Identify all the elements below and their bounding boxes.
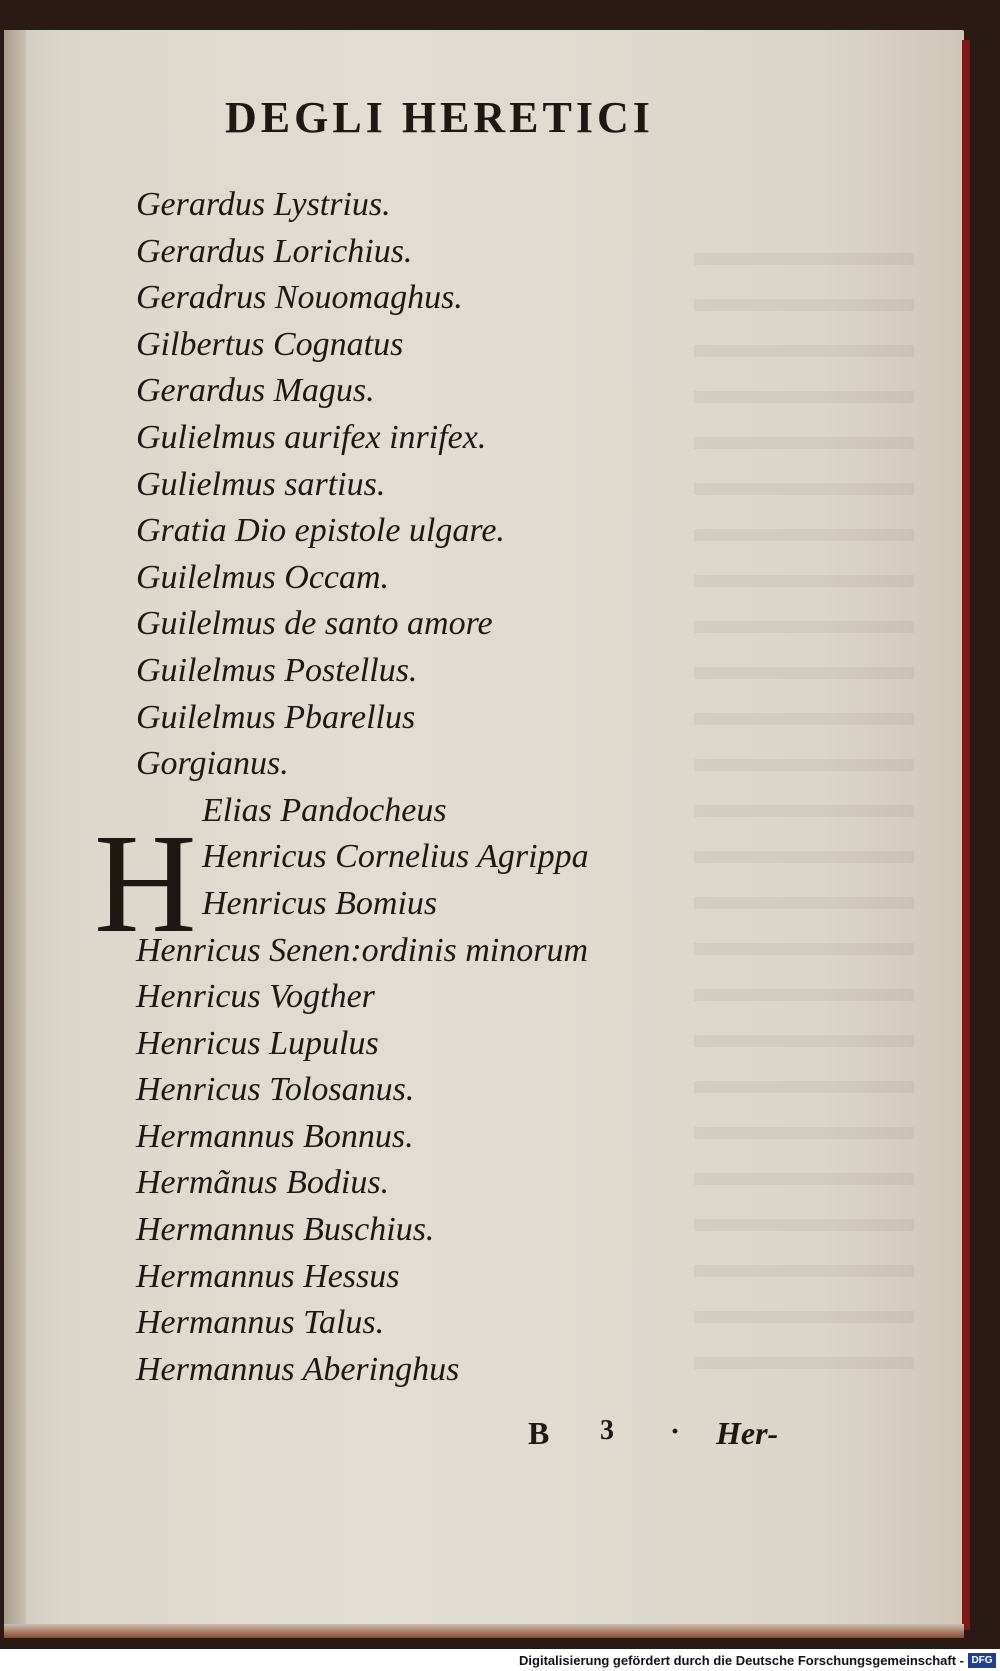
page-edge (962, 40, 970, 1630)
list-item: Henricus Senen:ordinis minorum (136, 931, 589, 969)
list-item: Gulielmus aurifex inrifex. (136, 418, 487, 456)
list-item: Hermannus Buschius. (136, 1211, 435, 1249)
list-item: Henricus Lupulus (136, 1024, 379, 1062)
page-gutter (4, 30, 26, 1638)
catchword: Her- (716, 1415, 779, 1451)
drop-cap-initial: H (94, 804, 197, 962)
list-item: Geradrus Nouomaghus. (136, 279, 463, 317)
list-item: Henricus Bomius (202, 884, 438, 922)
digitization-credit: Digitalisierung gefördert durch die Deutsche Forschungsgemeinschaft - (519, 1653, 964, 1668)
list-item: Gilbertus Cognatus (136, 325, 404, 363)
list-item: Hermannus Bonnus. (136, 1117, 414, 1155)
list-item: Guilelmus Postellus. (136, 651, 418, 689)
dfg-logo: DFG (968, 1653, 996, 1668)
list-item: Gorgianus. (136, 745, 289, 783)
list-item: Hermannus Hessus (136, 1257, 400, 1295)
list-item: Hermãnus Bodius. (136, 1164, 390, 1202)
page-bottom-edge (4, 1624, 964, 1638)
list-item: Gratia Dio epistole ulgare. (136, 512, 505, 550)
name-list (136, 182, 589, 1393)
running-title: DEGLI HERETICI (225, 93, 654, 142)
list-item: Gerardus Lorichius. (136, 232, 413, 270)
list-item: Guilelmus Occam. (136, 558, 390, 596)
list-item: Henricus Tolosanus. (136, 1071, 415, 1109)
list-item: Hermannus Talus. (136, 1304, 385, 1342)
list-item: Henricus Vogther (136, 978, 375, 1016)
footer-separator: · (670, 1415, 681, 1448)
show-through-text (694, 225, 914, 1395)
list-item: Gulielmus sartius. (136, 465, 386, 503)
list-item: Elias Pandocheus (202, 791, 447, 829)
list-item: Gerardus Lystrius. (136, 186, 391, 223)
list-item: Guilelmus de santo amore (136, 605, 493, 643)
credit-bar (0, 1649, 1000, 1671)
list-item: Henricus Cornelius Agrippa (202, 838, 589, 876)
list-item: Guilelmus Pbarellus (136, 698, 416, 736)
list-item: Gerardus Magus. (136, 372, 375, 410)
signature-number: 3 (600, 1415, 614, 1446)
list-item: Hermannus Aberinghus (136, 1350, 460, 1388)
signature-letter: B (528, 1415, 550, 1451)
